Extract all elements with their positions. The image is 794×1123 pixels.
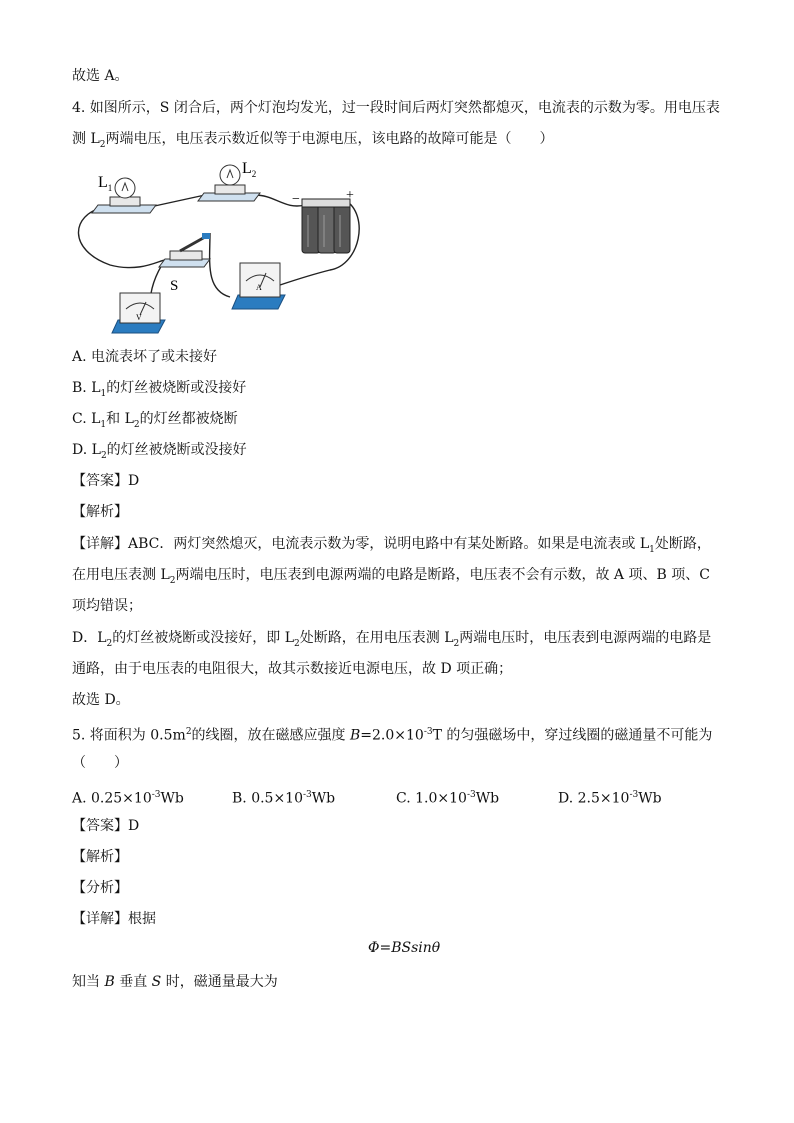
text: 和 L xyxy=(106,411,134,427)
detail-heading-2 xyxy=(72,909,156,929)
q5-option-a xyxy=(72,785,184,809)
text: Wb xyxy=(638,790,662,807)
text: D．L xyxy=(72,630,107,646)
text: 处断路，在用电压表测 L xyxy=(299,630,454,646)
text: A. 0.25×10 xyxy=(72,790,152,807)
subscript: 1 xyxy=(100,419,107,430)
subscript: 2 xyxy=(106,638,113,649)
wire xyxy=(78,207,165,268)
symbol-b: B xyxy=(350,727,361,744)
q5-option-c xyxy=(396,785,499,809)
answer-line xyxy=(72,471,139,491)
superscript: -3 xyxy=(466,790,476,800)
option-b xyxy=(72,378,246,404)
text: D. 2.5×10 xyxy=(558,790,630,807)
detail-line-4 xyxy=(72,628,711,654)
subscript: 2 xyxy=(294,638,300,649)
superscript: -3 xyxy=(303,790,312,800)
symbol-b: B xyxy=(104,974,115,990)
detail-line-3 xyxy=(72,596,142,616)
circuit-figure xyxy=(70,155,370,340)
text: 的灯丝被烧断或没接好 xyxy=(106,380,247,396)
answer-line-2 xyxy=(72,816,139,836)
text: T 的匀强磁场中，穿过线圈的磁通量不可能为 xyxy=(432,727,713,744)
superscript: 2 xyxy=(185,727,192,737)
voltmeter-label: V xyxy=(136,313,142,322)
label-l2: $L_2$ xyxy=(242,160,257,179)
text: B. L xyxy=(72,380,101,396)
text: 两端电压时，电压表到电源两端的电路是 xyxy=(459,630,712,646)
battery xyxy=(302,199,350,253)
text: 两端电压，电压表示数近似等于电源电压，该电路的故障可能是（ ） xyxy=(105,131,554,147)
question-5-paren xyxy=(72,753,128,773)
text: 故选 A。 xyxy=(72,68,129,84)
subscript: 1 xyxy=(649,544,655,555)
text: Wb xyxy=(311,790,336,807)
final-line xyxy=(72,972,278,992)
detail-line-1 xyxy=(72,534,711,560)
text: Wb xyxy=(160,790,184,807)
question-4-line-1 xyxy=(72,98,720,118)
text-line-conclusion-a xyxy=(72,66,129,86)
text: 测 L xyxy=(72,131,100,147)
text: 故选 D。 xyxy=(72,692,130,708)
battery-plus-label: + xyxy=(346,188,354,203)
superscript: -3 xyxy=(423,727,433,737)
text: 的灯丝都被烧断 xyxy=(139,411,238,427)
subscript: 2 xyxy=(133,419,140,430)
text: C. 1.0×10 xyxy=(396,790,467,807)
option-d xyxy=(72,440,247,466)
subscript: 2 xyxy=(100,450,107,461)
text: 项均错误； xyxy=(72,598,142,614)
text: 时，磁通量最大为 xyxy=(161,974,278,990)
text: C. L xyxy=(72,411,101,427)
symbol-s: S xyxy=(151,974,162,990)
analysis-sub-heading xyxy=(72,878,128,898)
q5-option-b xyxy=(232,785,335,809)
text: 的灯丝被烧断或没接好 xyxy=(106,442,247,458)
text: 在用电压表测 L xyxy=(72,567,170,583)
text: 4. 如图所示，S 闭合后，两个灯泡均发光，过一段时间后两灯突然都熄灭，电流表的示数为零。用电压表 xyxy=(72,100,720,116)
text: 【详解】ABC．两灯突然熄灭，电流表示数为零，说明电路中有某处断路。如果是电流表或 L xyxy=(72,536,650,552)
text: 【答案】D xyxy=(72,473,140,489)
text: 的灯丝被烧断或没接好，即 L xyxy=(112,630,295,646)
switch-s xyxy=(159,233,210,267)
text: 【分析】 xyxy=(72,880,128,896)
superscript: -3 xyxy=(151,790,161,800)
subscript: 2 xyxy=(169,575,176,586)
analysis-heading xyxy=(72,502,128,522)
formula-flux: Φ=BSsinθ xyxy=(368,940,441,956)
text: 5. 将面积为 0.5m xyxy=(72,727,186,744)
text: 垂直 xyxy=(114,974,152,990)
question-4-line-2 xyxy=(72,129,553,155)
conclusion-d xyxy=(72,690,130,710)
label-l1: $L_1$ xyxy=(98,174,113,193)
subscript: 2 xyxy=(99,139,106,150)
battery-minus-label: − xyxy=(292,192,300,207)
text: 【答案】D xyxy=(72,818,140,834)
text: 【详解】根据 xyxy=(72,911,156,927)
text: B. 0.5×10 xyxy=(232,790,303,807)
text: 知当 xyxy=(72,974,105,990)
text: 两端电压时，电压表到电源两端的电路是断路，电压表不会有示数，故 A 项、B 项、C xyxy=(175,567,710,583)
option-c xyxy=(72,409,238,435)
subscript: 2 xyxy=(453,638,460,649)
subscript: 1 xyxy=(100,388,107,399)
text: （ ） xyxy=(72,755,128,771)
text: =2.0×10 xyxy=(360,727,424,744)
text: 【解析】 xyxy=(72,504,128,520)
detail-line-5 xyxy=(72,659,512,679)
q5-option-d xyxy=(558,785,662,809)
text: A. 电流表坏了或未接好 xyxy=(72,349,218,365)
wire xyxy=(210,233,230,297)
detail-line-2 xyxy=(72,565,710,591)
superscript: -3 xyxy=(629,790,639,800)
wire xyxy=(150,195,205,207)
text: D. L xyxy=(72,442,101,458)
text: 的线圈，放在磁感应强度 xyxy=(191,727,350,744)
text: Wb xyxy=(475,790,500,807)
question-5-line-1 xyxy=(72,722,712,746)
option-a xyxy=(72,347,217,367)
text: 【解析】 xyxy=(72,849,128,865)
text: 处断路， xyxy=(654,536,711,552)
ammeter-label: A xyxy=(256,283,262,292)
analysis-heading-2 xyxy=(72,847,128,867)
text: 通路，由于电压表的电阻很大，故其示数接近电源电压，故 D 项正确； xyxy=(72,661,513,677)
label-s: S xyxy=(170,278,179,294)
